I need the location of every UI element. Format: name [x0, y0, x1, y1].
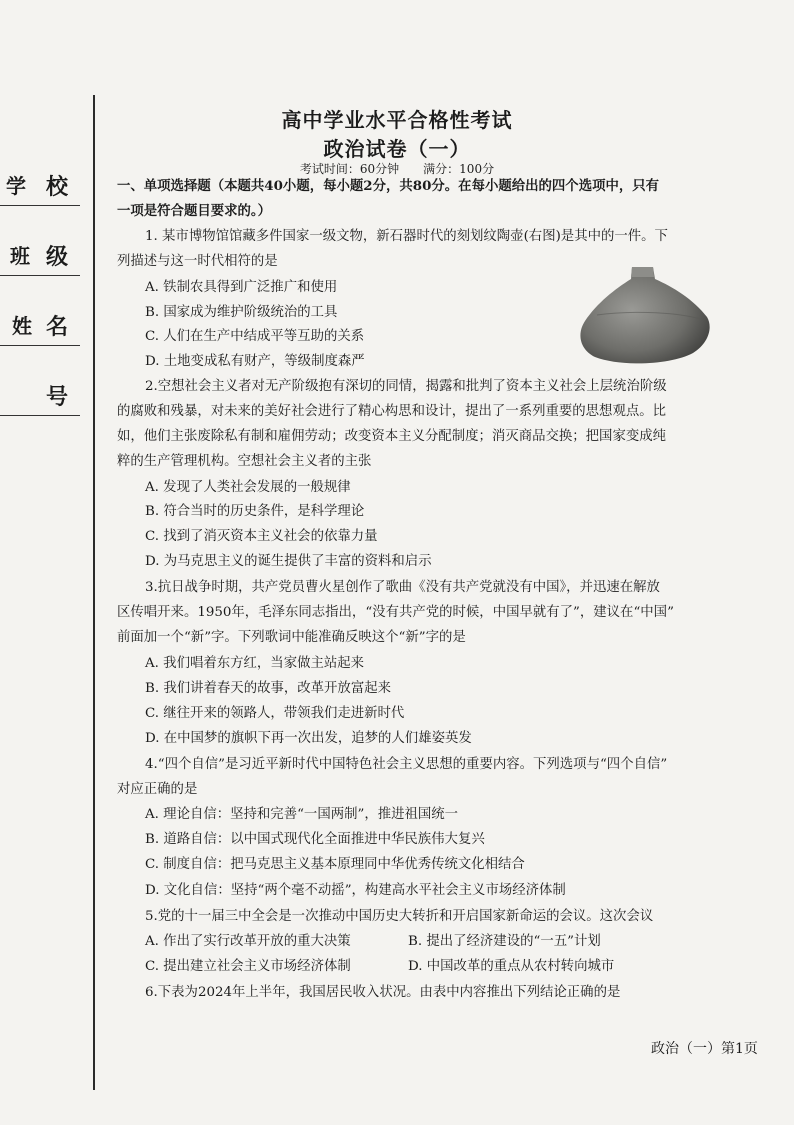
question-option: A. 我们唱着东方红，当家做主站起来 — [145, 656, 365, 671]
question-stem: 前面加一个“新”字。下列歌词中能准确反映这个“新”字的是 — [117, 630, 466, 645]
question-option: A. 作出了实行改革开放的重大决策 — [145, 934, 351, 949]
question-option: B. 符合当时的历史条件，是科学理论 — [145, 504, 365, 519]
question-option: A. 理论自信：坚持和完善“一国两制”，推进祖国统一 — [145, 807, 459, 822]
question-option: B. 道路自信：以中国式现代化全面推进中华民族伟大复兴 — [145, 832, 485, 847]
binding-label-school: 校 — [46, 174, 71, 200]
section-heading: 一项是符合题目要求的。） — [117, 203, 271, 219]
page-number: 政治（一）第1页 — [651, 1041, 758, 1057]
question-stem: 如，他们主张废除私有制和雇佣劳动；改变资本主义分配制度；消灭商品交换；把国家变成纯 — [117, 429, 667, 444]
binding-partial-char: 姓 — [12, 314, 34, 338]
binding-label-name: 名 — [46, 314, 71, 340]
question-option: B. 国家成为维护阶级统治的工具 — [145, 305, 338, 320]
question-option: C. 制度自信：把马克思主义基本原理同中华优秀传统文化相结合 — [145, 857, 525, 872]
binding-label-class: 级 — [46, 244, 71, 270]
question-stem: 对应正确的是 — [117, 782, 198, 797]
question-stem: 2.空想社会主义者对无产阶级抱有深切的同情，揭露和批判了资本主义社会上层统治阶级 — [145, 379, 667, 394]
binding-partial-char: 学 — [6, 174, 28, 198]
question-option: A. 铁制农具得到广泛推广和使用 — [145, 280, 338, 295]
question-stem: 3.抗日战争时期，共产党员曹火星创作了歌曲《没有共产党就没有中国》，并迅速在解放 — [145, 580, 660, 595]
binding-rule — [0, 415, 80, 416]
question-option: D. 在中国梦的旗帜下再一次出发，追梦的人们雄姿英发 — [145, 731, 472, 746]
question-option: D. 中国改革的重点从农村转向城市 — [408, 959, 615, 974]
question-stem: 5.党的十一届三中全会是一次推动中国历史大转折和开启国家新命运的会议。这次会议 — [145, 909, 654, 924]
question-stem: 4.“四个自信”是习近平新时代中国特色社会主义思想的重要内容。下列选项与“四个自信” — [145, 757, 668, 772]
pottery-jar-image — [575, 265, 715, 370]
question-option: C. 人们在生产中结成平等互助的关系 — [145, 329, 365, 344]
question-option: B. 我们讲着春天的故事，改革开放富起来 — [145, 681, 391, 696]
question-stem: 列描述与这一时代相符的是 — [117, 254, 278, 269]
binding-partial-char: 班 — [10, 244, 32, 268]
question-option: D. 文化自信：坚持“两个毫不动摇”，构建高水平社会主义市场经济体制 — [145, 883, 566, 898]
exam-info: 考试时间：60分钟 满分：100分 — [299, 162, 495, 176]
binding-rule — [0, 275, 80, 276]
question-option: D. 为马克思主义的诞生提供了丰富的资料和启示 — [145, 554, 432, 569]
question-stem: 区传唱开来。1950年，毛泽东同志指出，“没有共产党的时候，中国早就有了”，建议在“中国” — [117, 605, 674, 620]
question-option: B. 提出了经济建设的“一五”计划 — [408, 934, 601, 949]
binding-label-number: 号 — [46, 384, 71, 410]
question-option: C. 继往开来的领路人，带领我们走进新时代 — [145, 706, 405, 721]
question-option: A. 发现了人类社会发展的一般规律 — [145, 480, 351, 495]
paper-title: 政治试卷（一） — [323, 137, 471, 161]
binding-rule — [0, 205, 80, 206]
question-stem: 1. 某市博物馆馆藏多件国家一级文物，新石器时代的刻划纹陶壶(右图)是其中的一件。下 — [145, 229, 668, 244]
question-option: D. 土地变成私有财产，等级制度森严 — [145, 354, 365, 369]
question-option: C. 找到了消灭资本主义社会的依靠力量 — [145, 529, 378, 544]
question-stem: 6.下表为2024年上半年，我国居民收入状况。由表中内容推出下列结论正确的是 — [145, 985, 621, 1000]
exam-title: 高中学业水平合格性考试 — [281, 108, 513, 132]
section-heading: 一、单项选择题（本题共40小题，每小题2分，共80分。在每小题给出的四个选项中，只有 — [117, 178, 660, 194]
binding-rule — [0, 345, 80, 346]
question-option: C. 提出建立社会主义市场经济体制 — [145, 959, 351, 974]
question-stem: 粹的生产管理机构。空想社会主义者的主张 — [117, 454, 372, 469]
binding-line — [93, 95, 95, 1090]
question-stem: 的腐败和残暴，对未来的美好社会进行了精心构思和设计，提出了一系列重要的思想观点。比 — [117, 404, 667, 419]
